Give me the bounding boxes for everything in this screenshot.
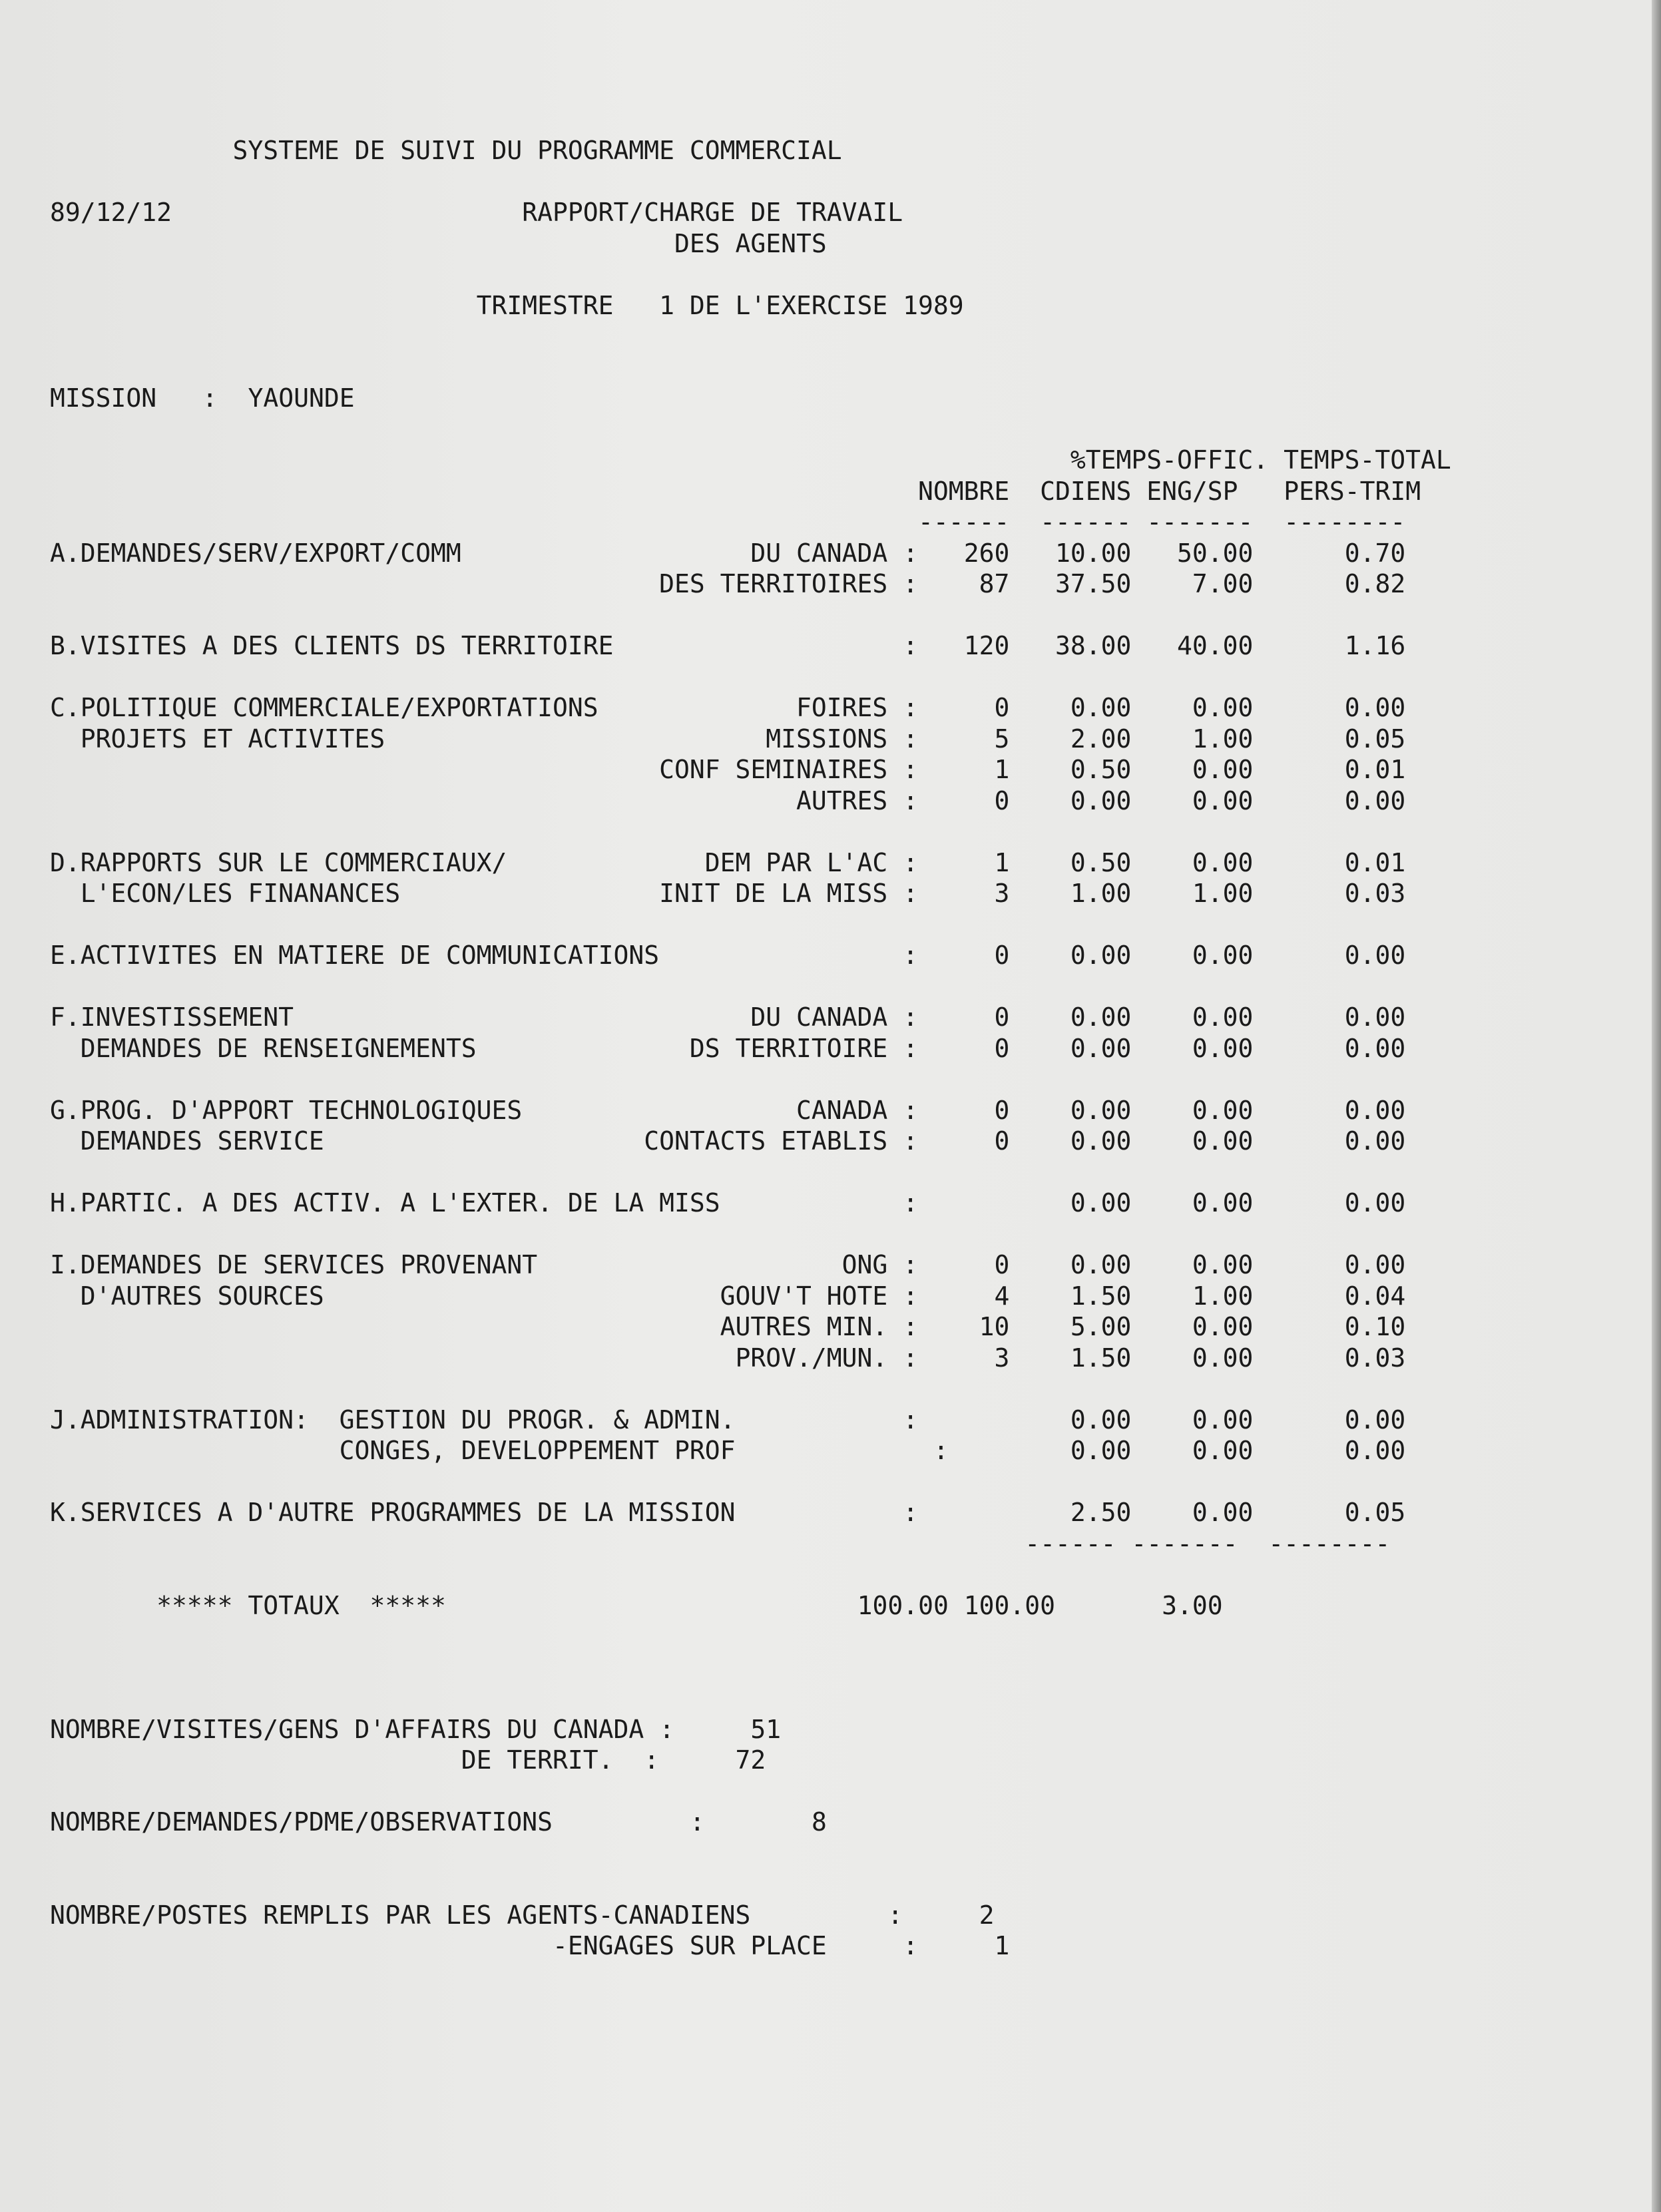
cell-cdiens: 10.00 bbox=[1055, 538, 1132, 568]
rule: -------- bbox=[1284, 507, 1406, 537]
table-row: DEMANDES DE RENSEIGNEMENTS DS TERRITOIRE : 0 0.00 0.00 0.00 bbox=[50, 1033, 1406, 1063]
cell-nombre: 1 bbox=[994, 847, 1010, 877]
cell-engsp: 0.00 bbox=[1192, 1343, 1254, 1373]
cell-pers-trim: 0.00 bbox=[1344, 1405, 1406, 1435]
cell-engsp: 0.00 bbox=[1192, 1405, 1254, 1435]
row-label: I.DEMANDES DE SERVICES PROVENANT bbox=[50, 1250, 538, 1279]
column-nombre: NOMBRE bbox=[918, 476, 1010, 506]
column-pers-trim: PERS-TRIM bbox=[1284, 476, 1421, 506]
table-row: E.ACTIVITES EN MATIERE DE COMMUNICATIONS : 0 0.00 0.00 0.00 bbox=[50, 941, 1406, 970]
row-label: J.ADMINISTRATION: GESTION DU PROGR. & ADMIN. bbox=[50, 1405, 736, 1435]
blank-line bbox=[50, 166, 1451, 198]
row-label: DEMANDES DE RENSEIGNEMENTS bbox=[50, 1033, 477, 1063]
cell-cdiens: 0.00 bbox=[1070, 1002, 1132, 1032]
row-sublabel: PROV./MUN. bbox=[735, 1343, 888, 1373]
blank-line bbox=[50, 600, 1451, 631]
cell-cdiens: 0.00 bbox=[1070, 1405, 1132, 1435]
cell-pers-trim: 0.05 bbox=[1344, 724, 1406, 754]
summary-territ-label: DE TERRIT. : bbox=[461, 1745, 660, 1775]
report-date: 89/12/12 bbox=[50, 198, 172, 227]
row-label: DEMANDES SERVICE bbox=[50, 1126, 324, 1156]
totals-row bbox=[50, 1590, 1451, 1622]
blank-line bbox=[50, 1064, 1451, 1095]
blank-line bbox=[50, 352, 1451, 383]
report-subtitle: DES AGENTS bbox=[674, 228, 827, 258]
row-label: K.SERVICES A D'AUTRE PROGRAMMES DE LA MISSION bbox=[50, 1498, 736, 1527]
report-period: TRIMESTRE 1 DE L'EXERCISE 1989 bbox=[476, 290, 964, 320]
blank-line bbox=[50, 1869, 1451, 1900]
table-row: CONF SEMINAIRES : 1 0.50 0.00 0.01 bbox=[659, 755, 1406, 784]
column-total-header: TEMPS-TOTAL bbox=[1284, 445, 1451, 475]
cell-engsp: 0.00 bbox=[1192, 1250, 1254, 1279]
cell-engsp: 40.00 bbox=[1177, 631, 1254, 660]
blank-line bbox=[50, 1157, 1451, 1188]
cell-engsp: 0.00 bbox=[1192, 1002, 1254, 1032]
row-sublabel: FOIRES bbox=[796, 693, 888, 722]
row-label: H.PARTIC. A DES ACTIV. A L'EXTER. DE LA MISS bbox=[50, 1188, 720, 1217]
cell-pers-trim: 0.00 bbox=[1344, 785, 1406, 815]
cell-cdiens: 38.00 bbox=[1055, 631, 1132, 660]
mission-value: YAOUNDE bbox=[248, 383, 355, 413]
cell-pers-trim: 0.10 bbox=[1344, 1312, 1406, 1341]
cell-pers-trim: 0.03 bbox=[1344, 1343, 1406, 1373]
blank-line bbox=[50, 321, 1451, 352]
summary-visites-canada: 51 bbox=[750, 1714, 782, 1744]
cell-pers-trim: 0.00 bbox=[1344, 1436, 1406, 1465]
cell-pers-trim: 0.00 bbox=[1344, 1250, 1406, 1279]
blank-line bbox=[50, 1373, 1451, 1405]
summary-visites-label: NOMBRE/VISITES/GENS D'AFFAIRS DU CANADA : bbox=[50, 1714, 674, 1744]
cell-nombre: 1 bbox=[994, 755, 1010, 784]
table-row: AUTRES MIN. : 10 5.00 0.00 0.10 bbox=[720, 1312, 1406, 1341]
cell-engsp: 50.00 bbox=[1177, 538, 1254, 568]
table-row: L'ECON/LES FINANANCES INIT DE LA MISS : 3 1.00 1.00 0.03 bbox=[50, 879, 1406, 908]
blank-line bbox=[50, 1559, 1451, 1590]
blank-line bbox=[50, 971, 1451, 1002]
table-row: D.RAPPORTS SUR LE COMMERCIAUX/ DEM PAR L'AC : 1 0.50 0.00 0.01 bbox=[50, 847, 1406, 877]
rule: ------ bbox=[1025, 1528, 1116, 1558]
total-cdiens: 100.00 bbox=[857, 1590, 949, 1620]
cell-cdiens: 0.00 bbox=[1070, 1095, 1132, 1125]
cell-engsp: 7.00 bbox=[1192, 569, 1254, 598]
header-line bbox=[50, 197, 1451, 228]
cell-pers-trim: 0.04 bbox=[1344, 1281, 1406, 1311]
cell-engsp: 0.00 bbox=[1192, 1095, 1254, 1125]
cell-cdiens: 0.00 bbox=[1070, 941, 1132, 970]
summary-postes-canadiens: 2 bbox=[979, 1900, 995, 1930]
row-sublabel: ONG bbox=[841, 1250, 888, 1279]
cell-pers-trim: 0.00 bbox=[1344, 1095, 1406, 1125]
rule: ------ bbox=[1040, 507, 1132, 537]
cell-nombre: 0 bbox=[994, 1033, 1010, 1063]
page-edge-shadow bbox=[1652, 0, 1661, 2212]
cell-cdiens: 5.00 bbox=[1070, 1312, 1132, 1341]
cell-nombre: 0 bbox=[994, 941, 1010, 970]
blank-line bbox=[50, 816, 1451, 847]
cell-pers-trim: 1.16 bbox=[1344, 631, 1406, 660]
row-label: L'ECON/LES FINANANCES bbox=[50, 879, 401, 908]
table-row: G.PROG. D'APPORT TECHNOLOGIQUES CANADA : 0 0.00 0.00 0.00 bbox=[50, 1095, 1406, 1125]
cell-engsp: 0.00 bbox=[1192, 755, 1254, 784]
cell-nombre: 0 bbox=[994, 1002, 1010, 1032]
summary-postes-engages: 1 bbox=[994, 1931, 1010, 1960]
summary-line: NOMBRE/POSTES REMPLIS PAR LES AGENTS-CANADIENS : 2 bbox=[50, 1900, 995, 1930]
table-row: PROJETS ET ACTIVITES MISSIONS : 5 2.00 1.00 0.05 bbox=[50, 724, 1406, 754]
cell-cdiens: 0.00 bbox=[1070, 1188, 1132, 1217]
cell-cdiens: 0.00 bbox=[1070, 693, 1132, 722]
header-line bbox=[50, 228, 1451, 260]
cell-cdiens: 1.00 bbox=[1070, 879, 1132, 908]
cell-engsp: 0.00 bbox=[1192, 785, 1254, 815]
totals-label: ***** TOTAUX ***** bbox=[156, 1590, 446, 1620]
cell-nombre: 3 bbox=[994, 879, 1010, 908]
row-sublabel: CONF SEMINAIRES bbox=[659, 755, 888, 784]
cell-nombre: 5 bbox=[994, 724, 1010, 754]
rule: ------- bbox=[1146, 507, 1254, 537]
cell-cdiens: 2.50 bbox=[1070, 1498, 1132, 1527]
cell-cdiens: 0.50 bbox=[1070, 755, 1132, 784]
row-sublabel: CONTACTS ETABLIS bbox=[644, 1126, 888, 1156]
row-sublabel: GOUV'T HOTE bbox=[720, 1281, 888, 1311]
rule-line bbox=[50, 507, 1451, 538]
cell-engsp: 1.00 bbox=[1192, 879, 1254, 908]
cell-cdiens: 0.00 bbox=[1070, 1250, 1132, 1279]
cell-pers-trim: 0.00 bbox=[1344, 693, 1406, 722]
header-line bbox=[50, 135, 1451, 166]
cell-nombre: 87 bbox=[979, 569, 1010, 598]
summary-line bbox=[50, 1745, 1451, 1776]
table-row: H.PARTIC. A DES ACTIV. A L'EXTER. DE LA MISS : 0.00 0.00 0.00 bbox=[50, 1188, 1406, 1217]
blank-line bbox=[50, 1838, 1451, 1869]
cell-engsp: 0.00 bbox=[1192, 1033, 1254, 1063]
cell-engsp: 0.00 bbox=[1192, 941, 1254, 970]
cell-cdiens: 1.50 bbox=[1070, 1281, 1132, 1311]
column-cdiens: CDIENS bbox=[1040, 476, 1132, 506]
summary-line: NOMBRE/DEMANDES/PDME/OBSERVATIONS : 8 bbox=[50, 1807, 827, 1837]
row-label: B.VISITES A DES CLIENTS DS TERRITOIRE bbox=[50, 631, 614, 660]
row-label: C.POLITIQUE COMMERCIALE/EXPORTATIONS bbox=[50, 693, 598, 722]
row-sublabel: DEM PAR L'AC bbox=[704, 847, 888, 877]
rule-line bbox=[50, 1528, 1451, 1560]
table-row: AUTRES : 0 0.00 0.00 0.00 bbox=[796, 785, 1406, 815]
mission-line: MISSION : YAOUNDE bbox=[50, 383, 355, 413]
blank-line bbox=[50, 909, 1451, 941]
column-header-line bbox=[50, 476, 1451, 507]
rule: -------- bbox=[1268, 1528, 1391, 1558]
cell-nombre: 0 bbox=[994, 693, 1010, 722]
blank-line bbox=[50, 1683, 1451, 1714]
row-label: E.ACTIVITES EN MATIERE DE COMMUNICATIONS bbox=[50, 941, 660, 970]
cell-engsp: 0.00 bbox=[1192, 693, 1254, 722]
cell-cdiens: 0.50 bbox=[1070, 847, 1132, 877]
cell-nombre: 10 bbox=[979, 1312, 1010, 1341]
table-row: CONGES, DEVELOPPEMENT PROF : 0.00 0.00 0.00 bbox=[50, 1436, 1406, 1465]
cell-cdiens: 0.00 bbox=[1070, 1126, 1132, 1156]
cell-nombre: 3 bbox=[994, 1343, 1010, 1373]
cell-engsp: 1.00 bbox=[1192, 724, 1254, 754]
row-sublabel: DS TERRITOIRE bbox=[689, 1033, 888, 1063]
total-engsp: 100.00 bbox=[963, 1590, 1056, 1620]
row-sublabel: INIT DE LA MISS bbox=[659, 879, 888, 908]
cell-pers-trim: 0.01 bbox=[1344, 847, 1406, 877]
table-row: D'AUTRES SOURCES GOUV'T HOTE : 4 1.50 1.00 0.04 bbox=[50, 1281, 1406, 1311]
row-sublabel: DU CANADA bbox=[750, 1002, 888, 1032]
cell-pers-trim: 0.00 bbox=[1344, 941, 1406, 970]
summary-line: -ENGAGES SUR PLACE : 1 bbox=[552, 1931, 1010, 1960]
cell-cdiens: 2.00 bbox=[1070, 724, 1132, 754]
cell-engsp: 0.00 bbox=[1192, 1312, 1254, 1341]
row-sublabel: DES TERRITOIRES bbox=[659, 569, 888, 598]
table-row: I.DEMANDES DE SERVICES PROVENANT ONG : 0 0.00 0.00 0.00 bbox=[50, 1250, 1406, 1279]
rule: ------- bbox=[1131, 1528, 1238, 1558]
total-pers-trim: 3.00 bbox=[1162, 1590, 1223, 1620]
cell-engsp: 0.00 bbox=[1192, 1126, 1254, 1156]
cell-nombre: 4 bbox=[994, 1281, 1010, 1311]
row-sublabel: AUTRES bbox=[796, 785, 888, 815]
column-engsp: ENG/SP bbox=[1146, 476, 1238, 506]
blank-line bbox=[50, 1466, 1451, 1498]
blank-line bbox=[50, 1621, 1451, 1652]
cell-nombre: 0 bbox=[994, 1095, 1010, 1125]
cell-pers-trim: 0.70 bbox=[1344, 538, 1406, 568]
cell-cdiens: 37.50 bbox=[1055, 569, 1132, 598]
row-label: PROJETS ET ACTIVITES bbox=[50, 724, 385, 754]
table-row: PROV./MUN. : 3 1.50 0.00 0.03 bbox=[735, 1343, 1406, 1373]
cell-nombre: 260 bbox=[963, 538, 1010, 568]
row-label: A.DEMANDES/SERV/EXPORT/COMM bbox=[50, 538, 461, 568]
cell-pers-trim: 0.05 bbox=[1344, 1498, 1406, 1527]
cell-nombre: 0 bbox=[994, 785, 1010, 815]
summary-engages-label: -ENGAGES SUR PLACE bbox=[552, 1931, 827, 1960]
cell-engsp: 0.00 bbox=[1192, 847, 1254, 877]
blank-line bbox=[50, 662, 1451, 693]
cell-nombre: 120 bbox=[963, 631, 1010, 660]
cell-engsp: 0.00 bbox=[1192, 1498, 1254, 1527]
row-sublabel: AUTRES MIN. bbox=[720, 1312, 888, 1341]
row-sublabel: MISSIONS bbox=[766, 724, 888, 754]
table-row: J.ADMINISTRATION: GESTION DU PROGR. & ADMIN. : 0.00 0.00 0.00 bbox=[50, 1405, 1406, 1435]
report-title: RAPPORT/CHARGE DE TRAVAIL bbox=[522, 198, 903, 227]
cell-pers-trim: 0.00 bbox=[1344, 1126, 1406, 1156]
row-sublabel: DU CANADA bbox=[750, 538, 888, 568]
table-row: DEMANDES SERVICE CONTACTS ETABLIS : 0 0.00 0.00 0.00 bbox=[50, 1126, 1406, 1156]
summary-line bbox=[50, 1714, 1451, 1745]
blank-line bbox=[50, 1652, 1451, 1683]
cell-engsp: 0.00 bbox=[1192, 1188, 1254, 1217]
row-sublabel: CANADA bbox=[796, 1095, 888, 1125]
summary-postes-label: NOMBRE/POSTES REMPLIS PAR LES AGENTS-CANADIENS bbox=[50, 1900, 751, 1930]
cell-cdiens: 0.00 bbox=[1070, 1033, 1132, 1063]
cell-cdiens: 0.00 bbox=[1070, 1436, 1132, 1465]
blank-line bbox=[50, 414, 1451, 445]
workload-report bbox=[50, 135, 1451, 1962]
table-row: F.INVESTISSEMENT DU CANADA : 0 0.00 0.00 0.00 bbox=[50, 1002, 1406, 1032]
cell-engsp: 1.00 bbox=[1192, 1281, 1254, 1311]
summary-visites-territ: 72 bbox=[735, 1745, 766, 1775]
cell-nombre: 0 bbox=[994, 1126, 1010, 1156]
table-row: A.DEMANDES/SERV/EXPORT/COMM DU CANADA : 260 10.00 50.00 0.70 bbox=[50, 538, 1406, 568]
summary-demandes-value: 8 bbox=[811, 1807, 827, 1837]
row-label: D'AUTRES SOURCES bbox=[50, 1281, 324, 1311]
column-group-header: %TEMPS-OFFIC. bbox=[1070, 445, 1269, 475]
cell-engsp: 0.00 bbox=[1192, 1436, 1254, 1465]
table-row: K.SERVICES A D'AUTRE PROGRAMMES DE LA MISSION : 2.50 0.00 0.05 bbox=[50, 1498, 1406, 1527]
cell-pers-trim: 0.00 bbox=[1344, 1002, 1406, 1032]
blank-line bbox=[50, 1776, 1451, 1807]
table-row: C.POLITIQUE COMMERCIALE/EXPORTATIONS FOIRES : 0 0.00 0.00 0.00 bbox=[50, 693, 1406, 722]
cell-pers-trim: 0.03 bbox=[1344, 879, 1406, 908]
cell-nombre: 0 bbox=[994, 1250, 1010, 1279]
row-label: G.PROG. D'APPORT TECHNOLOGIQUES bbox=[50, 1095, 523, 1125]
row-label: D.RAPPORTS SUR LE COMMERCIAUX/ bbox=[50, 847, 507, 877]
row-label: F.INVESTISSEMENT bbox=[50, 1002, 294, 1032]
table-row: B.VISITES A DES CLIENTS DS TERRITOIRE : 120 38.00 40.00 1.16 bbox=[50, 631, 1406, 660]
cell-pers-trim: 0.82 bbox=[1344, 569, 1406, 598]
summary-demandes-label: NOMBRE/DEMANDES/PDME/OBSERVATIONS bbox=[50, 1807, 553, 1837]
cell-cdiens: 1.50 bbox=[1070, 1343, 1132, 1373]
rule: ------ bbox=[918, 507, 1010, 537]
cell-pers-trim: 0.00 bbox=[1344, 1033, 1406, 1063]
cell-cdiens: 0.00 bbox=[1070, 785, 1132, 815]
report-system-title: SYSTEME DE SUIVI DU PROGRAMME COMMERCIAL bbox=[232, 136, 842, 165]
mission-label: MISSION bbox=[50, 383, 157, 413]
blank-line bbox=[50, 259, 1451, 290]
cell-pers-trim: 0.00 bbox=[1344, 1188, 1406, 1217]
column-header-line bbox=[50, 445, 1451, 476]
table-row: DES TERRITOIRES : 87 37.50 7.00 0.82 bbox=[659, 569, 1406, 598]
row-label: CONGES, DEVELOPPEMENT PROF bbox=[50, 1436, 736, 1465]
cell-pers-trim: 0.01 bbox=[1344, 755, 1406, 784]
blank-line bbox=[50, 1219, 1451, 1250]
header-line bbox=[50, 290, 1451, 322]
